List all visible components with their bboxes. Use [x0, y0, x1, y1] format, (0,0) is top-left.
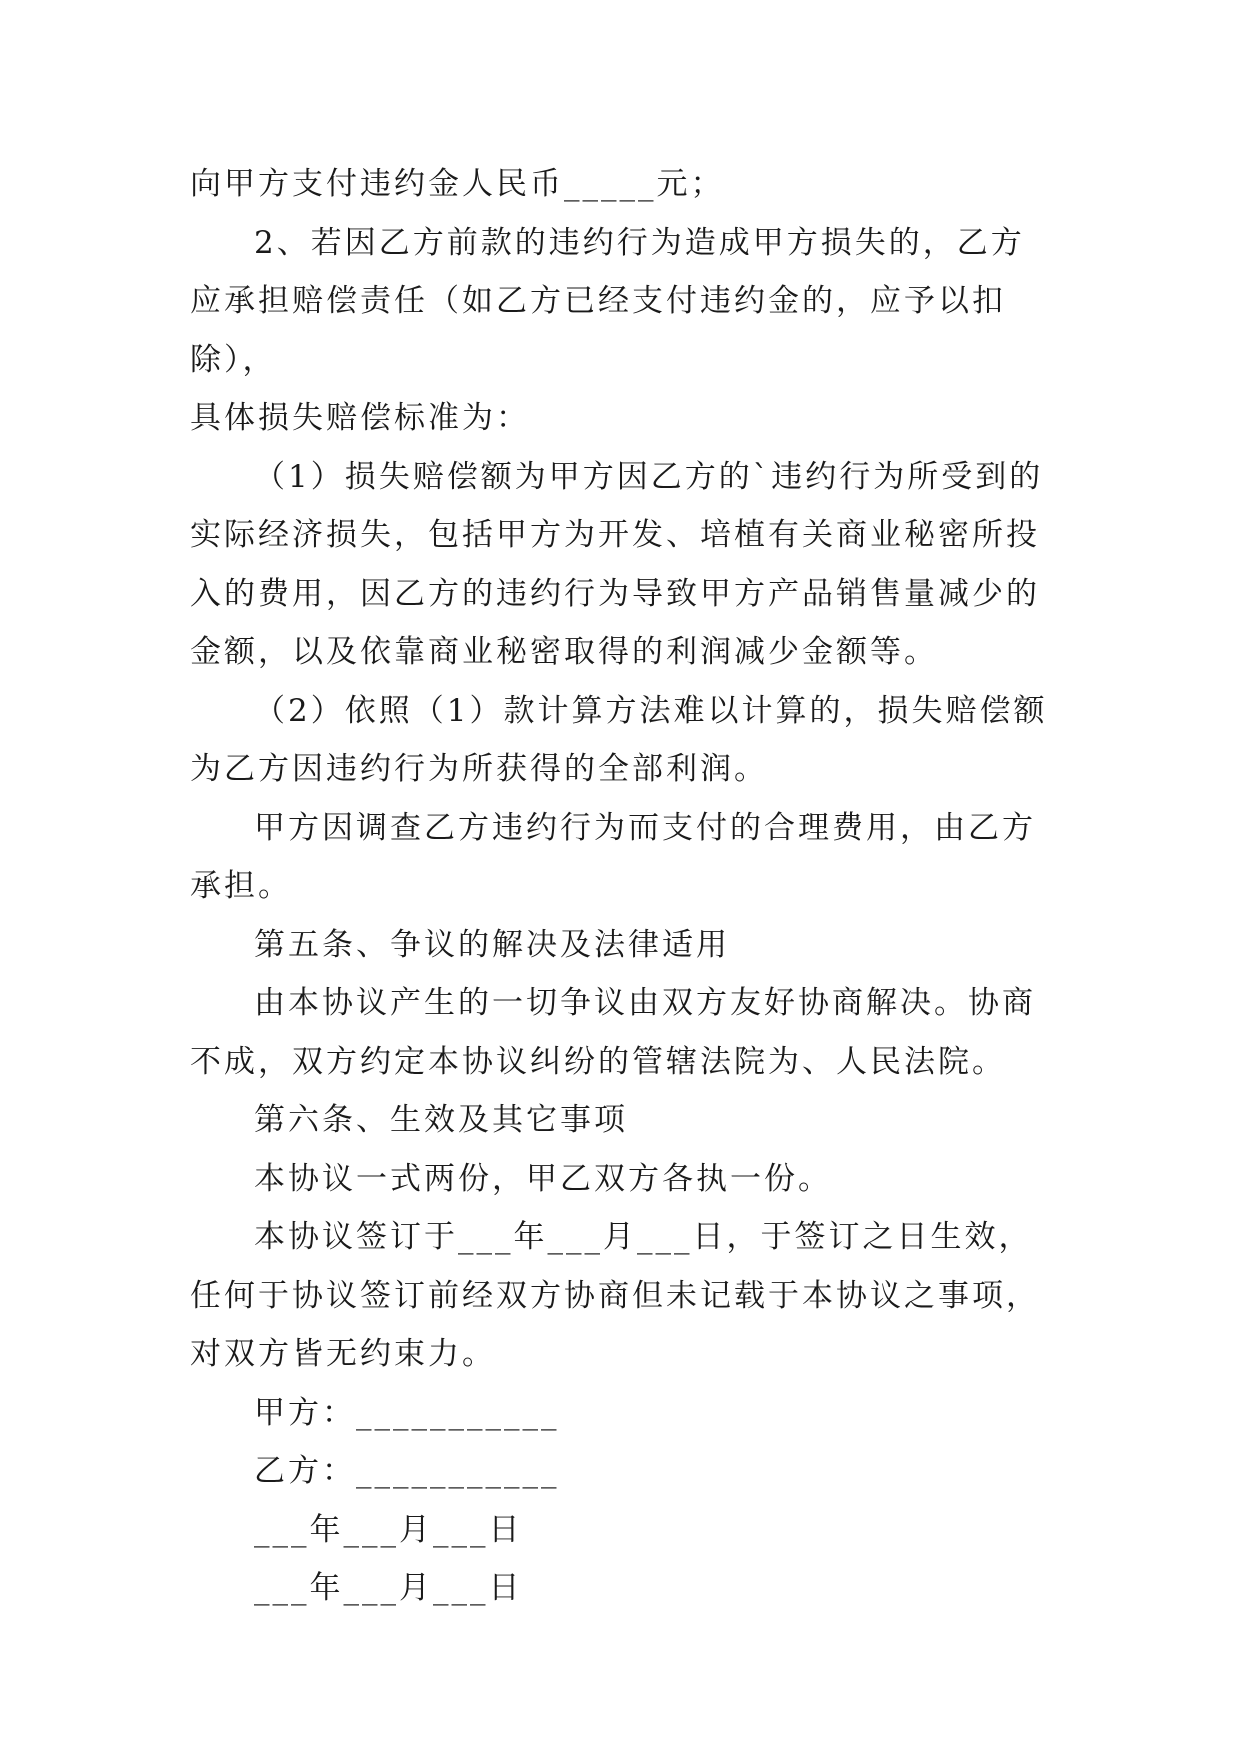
document-body: [190, 155, 1050, 1618]
signature-party-b: 乙方：___________: [254, 1453, 560, 1489]
paragraph-copies: 本协议一式两份，甲乙双方各执一份。: [254, 1160, 832, 1197]
paragraph-compensation-standard: 具体损失赔偿标准为：: [190, 400, 530, 436]
paragraph-dispute-resolution: 由本协议产生的一切争议由双方友好协商解决。协商不成，双方约定本协议纠纷的管辖法院为、人民法院。: [190, 985, 1036, 1080]
paragraph-effective-date: 本协议签订于___年___月___日，于签订之日生效，任何于协议签订前经双方协商但未记载于本协议之事项，对双方皆无约束力。: [190, 1219, 1040, 1372]
paragraph-clause-1: （1）损失赔偿额为甲方因乙方的`违约行为所受到的实际经济损失，包括甲方为开发、培植有关商业秘密所投入的费用，因乙方的违约行为导致甲方产品销售量减少的金额，以及依靠商业秘密取得的利润减少金额等。: [190, 458, 1044, 670]
signature-date-a: ___年___月___日: [254, 1511, 523, 1548]
paragraph-penalty-amount: 向甲方支付违约金人民币_____元；: [190, 166, 725, 202]
paragraph-investigation-costs: 甲方因调查乙方违约行为而支付的合理费用，由乙方承担。: [190, 809, 1036, 904]
heading-article-6: 第六条、生效及其它事项: [254, 1102, 628, 1138]
signature-party-a: 甲方：___________: [254, 1394, 560, 1431]
paragraph-compensation-liability: 2、若因乙方前款的违约行为造成甲方损失的，乙方应承担赔偿责任（如乙方已经支付违约金的，应予以扣除），: [190, 224, 1025, 378]
signature-date-b: ___年___月___日: [254, 1570, 523, 1606]
heading-article-5: 第五条、争议的解决及法律适用: [254, 926, 730, 963]
paragraph-clause-2: （2）依照（1）款计算方法难以计算的，损失赔偿额为乙方因违约行为所获得的全部利润。: [190, 692, 1048, 787]
